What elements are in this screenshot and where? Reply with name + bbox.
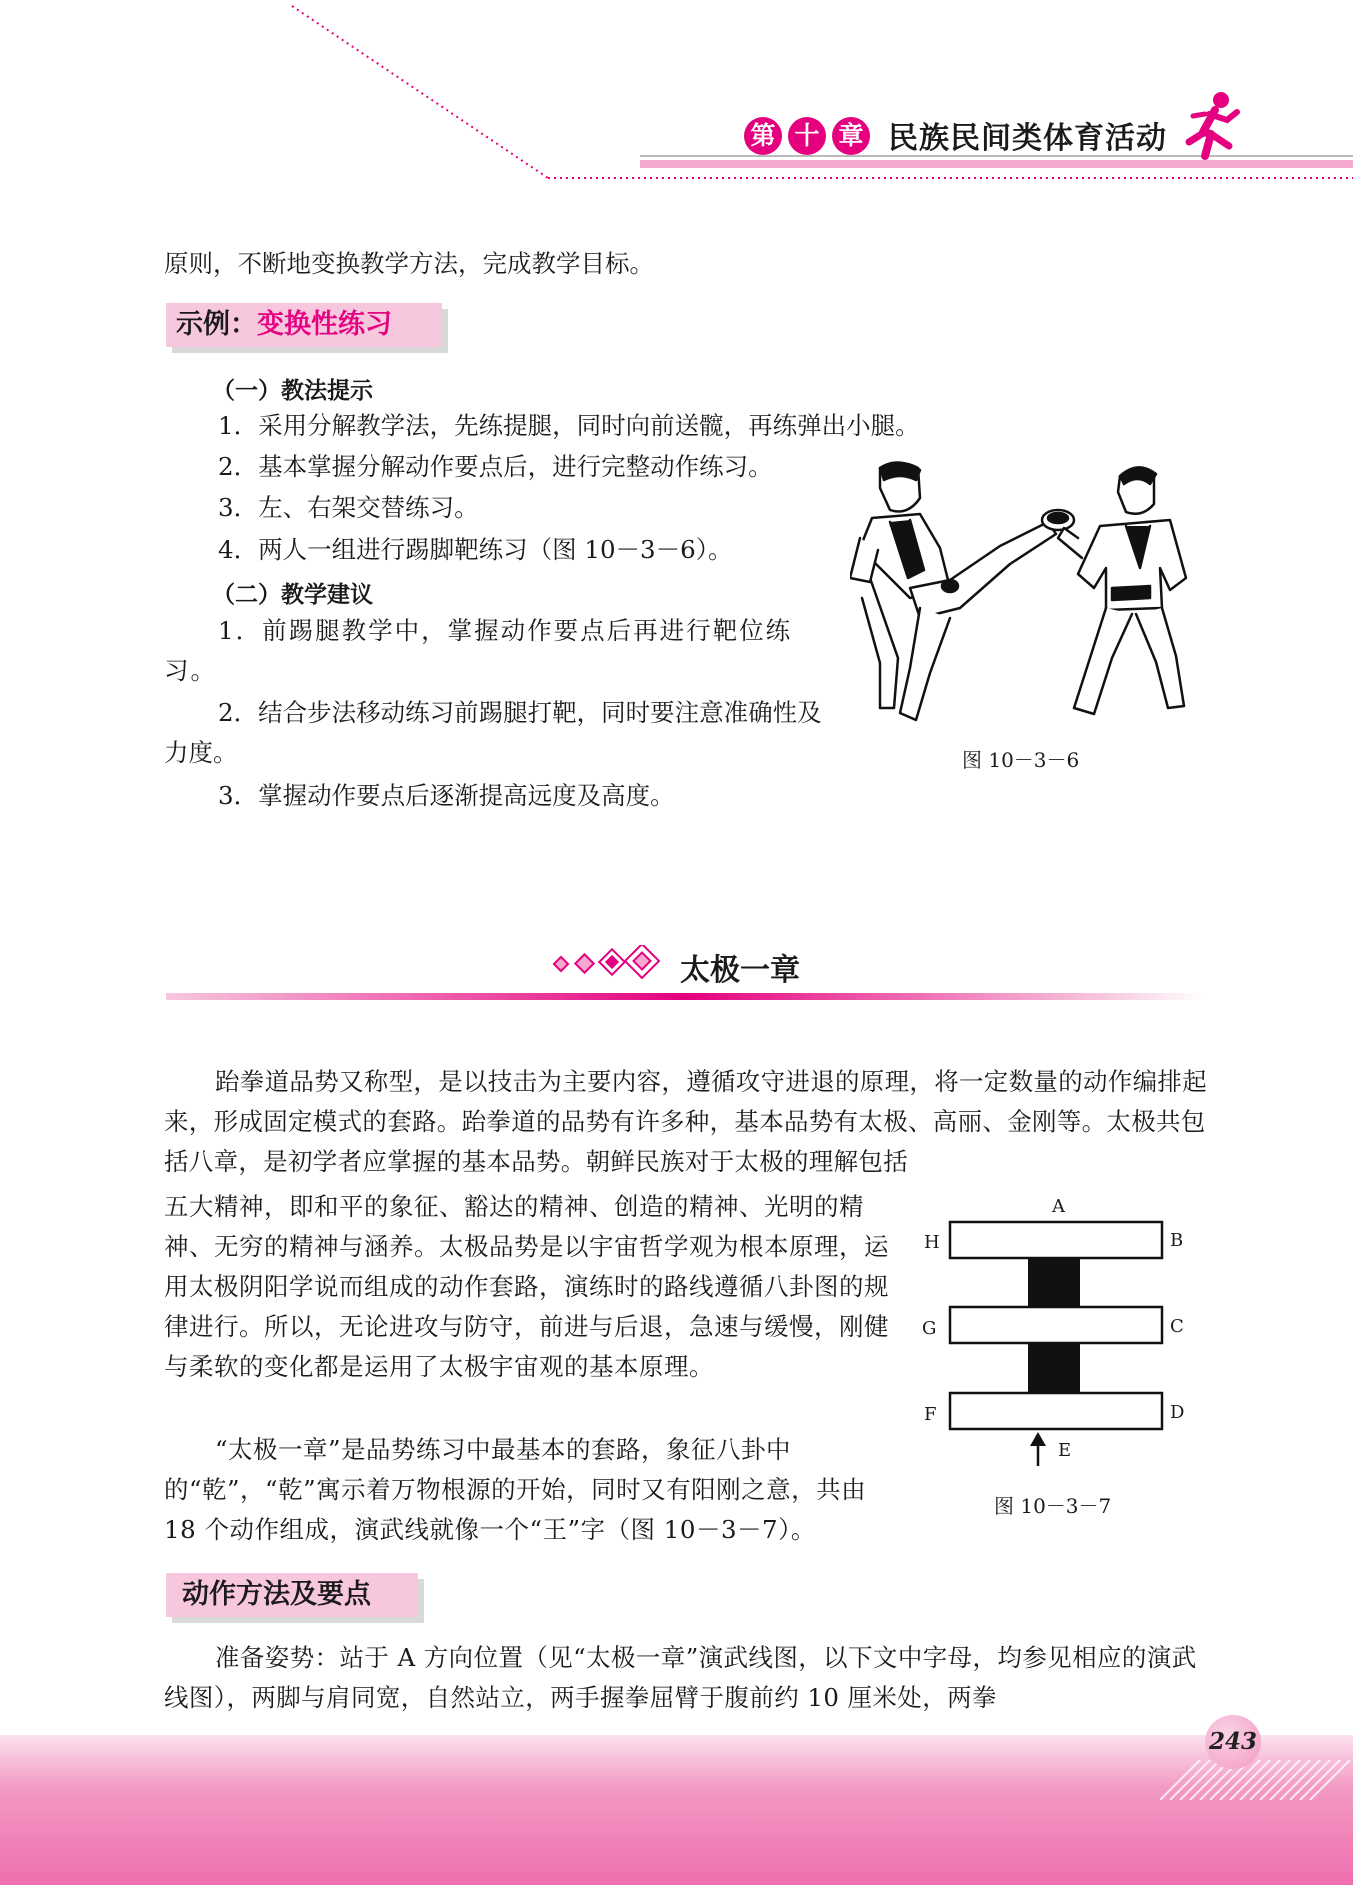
method-paragraph: 准备姿势：站于 A 方向位置（见“太极一章”演武线图，以下文中字母，均参见相应的演武线图），两脚与肩同宽，自然站立，两手握拳屈臂于腹前约 10 厘米处，两拳 <box>164 1643 1197 1712</box>
chapter-char-2: 十 <box>788 117 826 155</box>
figure-caption: 图 10－3－7 <box>994 1494 1112 1518</box>
method-tag-title: 动作方法及要点 <box>182 1579 371 1610</box>
chapter-char-3: 章 <box>832 117 870 155</box>
part2-heading: （二）教学建议 <box>212 582 373 608</box>
diagram-label-a: A <box>1052 1196 1065 1217</box>
example-tag <box>166 303 442 347</box>
example-tag-title: 变换性练习 <box>257 309 392 340</box>
chapter-char-1: 第 <box>744 117 782 155</box>
diagram-label-e: E <box>1058 1440 1072 1461</box>
diagram-label-b: B <box>1170 1230 1184 1251</box>
footer-hatch <box>1160 1760 1353 1800</box>
chapter-title: 民族民间类体育活动 <box>888 121 1167 156</box>
header-decoration <box>0 0 1353 185</box>
section-paragraph: 跆拳道品势又称型，是以技击为主要内容，遵循攻守进退的原理，将一定数量的动作编排起来，形成固定模式的套路。跆拳道的品势有许多种，基本品势有太极、高丽、金刚等。太极共包括八章，是初学者应掌握的基本品势。朝鲜民族对于太极的理解包括 <box>164 1067 1207 1176</box>
method-tag <box>166 1573 418 1617</box>
page-number: 243 <box>1205 1715 1261 1769</box>
kick-illustration <box>850 458 1200 728</box>
figure-caption: 图 10－3－6 <box>962 748 1080 772</box>
section-divider <box>166 993 1206 1000</box>
example-tag-prefix: 示例： <box>176 309 257 340</box>
runner-icon <box>1175 90 1245 165</box>
section-title: 太极一章 <box>680 953 800 988</box>
diagram-label-g: G <box>922 1318 937 1339</box>
intro-line: 原则，不断地变换教学方法，完成教学目标。 <box>164 249 654 278</box>
diagram-label-c: C <box>1170 1316 1184 1337</box>
part2-item: 2．结合步法移动练习前踢腿打靶，同时要注意准确性及力度。 <box>164 698 822 767</box>
part1-item: 4．两人一组进行踢脚靶练习（图 10－3－6）。 <box>218 535 733 564</box>
part2-item: 3．掌握动作要点后逐渐提高远度及高度。 <box>218 781 675 810</box>
part1-item: 3．左、右架交替练习。 <box>218 493 479 522</box>
diamond-ornament-icon <box>550 945 665 985</box>
part1-heading: （一）教法提示 <box>212 378 373 404</box>
part2-item: 1．前踢腿教学中，掌握动作要点后再进行靶位练习。 <box>164 616 793 685</box>
part1-item: 2．基本掌握分解动作要点后，进行完整动作练习。 <box>218 452 773 481</box>
taeguk-line-diagram <box>918 1198 1200 1468</box>
part1-item: 1．采用分解教学法，先练提腿，同时向前送髋，再练弹出小腿。 <box>218 411 920 440</box>
diagram-label-h: H <box>924 1232 940 1253</box>
diagram-label-f: F <box>924 1404 937 1425</box>
footer-band <box>0 1735 1353 1885</box>
diagram-label-d: D <box>1170 1402 1185 1423</box>
section-paragraph-wrap: 五大精神，即和平的象征、豁达的精神、创造的精神、光明的精神、无穷的精神与涵养。太极品势是以宇宙哲学观为根本原理，运用太极阴阳学说而组成的动作套路，演练时的路线遵循八卦图的规律进行。所以，无论进攻与防守，前进与后退，急速与缓慢，刚健与柔软的变化都是运用了太极宇宙观的基本原理。 <box>164 1192 889 1381</box>
section-paragraph: “太极一章”是品势练习中最基本的套路，象征八卦中的“乾”，“乾”寓示着万物根源的开始，同时又有阳刚之意，共由 18 个动作组成，演武线就像一个“王”字（图 10－3－7）。 <box>164 1435 867 1544</box>
